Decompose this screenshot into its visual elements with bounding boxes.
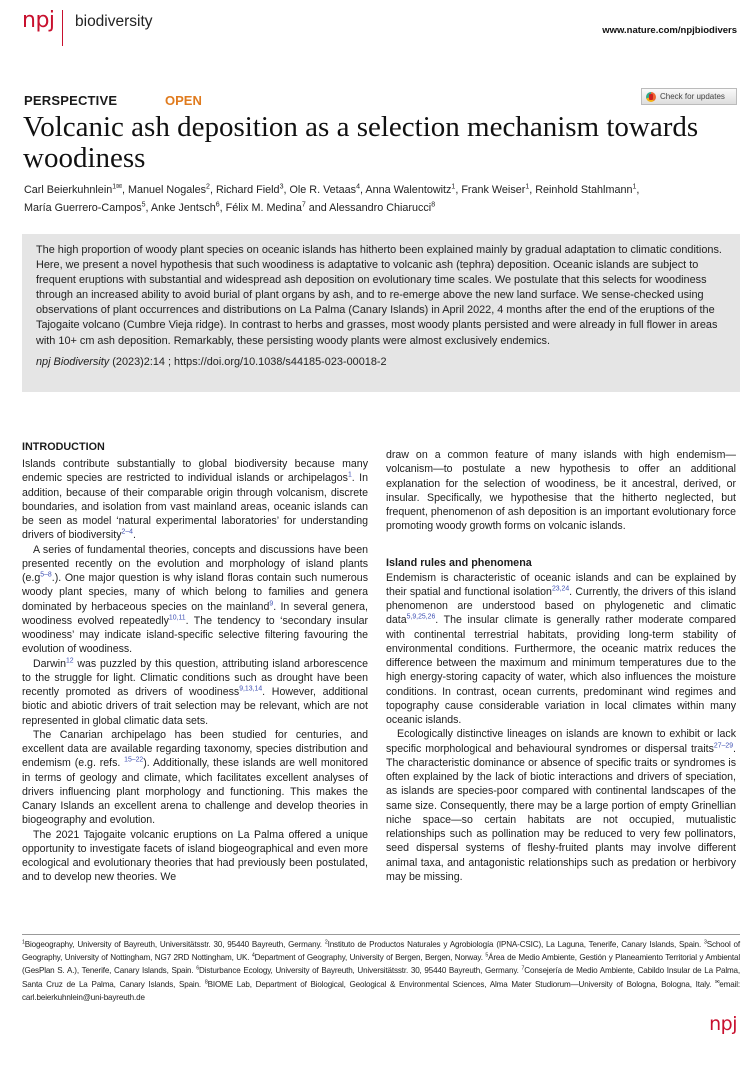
- section-heading-island-rules: Island rules and phenomena: [386, 556, 532, 569]
- superscript: 6: [196, 965, 200, 972]
- abstract-text: The high proportion of woody plant species on oceanic islands has hitherto been explained mainly by gradual adaptation to climatic conditions. Here, we present a novel hypothesis that such woodiness is adaptative to volcanic ash (tephra) deposition. Oceanic islands are subject to frequent eruptions with substantial and widespread ash deposition on evolutionary time scales. We postulate that this selects for woodiness through an increased ability to avoid burial of plant organs by ash, and to re-emerge above the new land surface. We sense-checked using observations of plant occurrences and distributions on La Palma (Canary Islands) in April 2022, 4 months after the end of the eruptions of the Tajogaite volcano (Cumbre Vieja ridge). In contrast to herbs and grasses, most woody plants persisted and were already in full flower in areas with 10+ cm ash deposition. Remarkably, these persisting woody plants were almost exclusively endemics.: [36, 244, 722, 347]
- text-run: . The characteristic dominance or absence of specific traits or syndromes is often explained by the lack of biotic interactions and drivers of speciation, as islands are species-poor compared with continental landscapes of the same size. Consequently, there may be a large portion of empty Grinellian niche space—so certain habitats are not occupied, mutualistic relationships such as pollination may be reduced to very few pollinators, seed dispersal systems of fleshy-fruited plants may involve different animal taxa, and antagonistic relationships such as predation or herbivory may be missing.: [386, 742, 736, 883]
- text-run: Endemism is characteristic of oceanic islands and can be explained by their spatial and functional isolation: [386, 571, 736, 598]
- superscript: 3: [279, 183, 284, 191]
- journal-name: biodiversity: [75, 13, 153, 30]
- citation-doi[interactable]: (2023)2:14 ; https://doi.org/10.1038/s44185-023-00018-2: [109, 355, 387, 368]
- paragraph: [22, 657, 368, 728]
- text-run: , Richard Field: [209, 184, 280, 196]
- superscript: 4: [356, 183, 360, 191]
- superscript: 1: [22, 939, 25, 946]
- reference-link[interactable]: 5–8: [40, 571, 52, 579]
- logo-divider: [62, 10, 63, 46]
- article-type: PERSPECTIVE: [24, 93, 118, 108]
- superscript: 7: [521, 965, 525, 972]
- paragraph: [22, 728, 368, 828]
- text-run: . However, additional biotic and abiotic drivers of trait selection may be relevant, which are not represented in global climatic data sets.: [22, 686, 369, 727]
- journal-url-link[interactable]: www.nature.com/npjbiodivers: [602, 25, 737, 36]
- paragraph: [386, 571, 736, 728]
- right-column: [386, 448, 736, 884]
- reference-link[interactable]: 9: [269, 599, 274, 607]
- text-run: Área de Medio Ambiente, Gestión y Planeamiento Territorial y Ambiental (GesPlan S. A.), Tenerife, Canary Islands, Spain.: [22, 953, 740, 976]
- reference-link[interactable]: 2–4: [121, 528, 133, 536]
- paragraph: [22, 543, 368, 657]
- check-for-updates-label: Check for updates: [660, 92, 725, 101]
- paragraph: [22, 828, 368, 885]
- superscript: 2: [206, 183, 210, 191]
- superscript: 8: [204, 978, 208, 985]
- reference-link[interactable]: 1: [347, 471, 352, 479]
- text-run: María Guerrero-Campos: [24, 202, 142, 214]
- text-run: , Ole R. Vetaas: [283, 184, 357, 196]
- text-run: Carl Beierkuhnlein: [24, 184, 113, 196]
- superscript: 3: [703, 939, 707, 946]
- superscript: 2: [324, 939, 328, 946]
- text-run: Ecologically distinctive lineages on islands are known to exhibit or lack specific morphological and behavioural syndromes or dispersal traits: [386, 728, 736, 755]
- author-list: [24, 181, 744, 217]
- paragraph: [22, 457, 368, 543]
- author-line: [24, 181, 744, 199]
- text-run: School of Geography, University of Nottingham, NG7 2RD Nottingham, UK.: [22, 940, 740, 963]
- abstract-box: [22, 234, 740, 392]
- text-run: Disturbance Ecology, University of Bayreuth, Universitätsstr. 30, 95440 Bayreuth, Germany.: [199, 966, 522, 976]
- reference-link[interactable]: 27–29: [713, 741, 734, 749]
- text-run: , Félix M. Medina: [219, 202, 302, 214]
- text-run: Islands contribute substantially to global biodiversity because many endemic species are restricted to individual islands or archipelagos: [22, 458, 368, 485]
- superscript: 4: [251, 952, 255, 959]
- paragraph: [386, 727, 736, 884]
- citation-journal: npj Biodiversity: [36, 355, 110, 368]
- text-run: . In several genera, woodiness evolved repeatedly: [22, 600, 368, 627]
- text-run: Department of Geography, University of Bergen, Bergen, Norway.: [254, 953, 486, 963]
- text-run: BIOME Lab, Department of Biological, Geological & Environmental Sciences, Alma Mater Studiorum—University of Bologna, Bologna, Italy.: [207, 979, 716, 989]
- text-run: Darwin: [33, 657, 66, 670]
- text-run: , Anna Walentowitz: [360, 184, 452, 196]
- text-run: . Currently, the drivers of this island phenomenon are understood based on phylogenetic and climatic data: [386, 585, 736, 627]
- crossmark-icon: [646, 92, 656, 102]
- reference-link[interactable]: 23,24: [551, 585, 570, 593]
- text-run: .). One major question is why island floras contain such numerous woody plant species, many of which belong to families and genera dominated by herbaceous species on the mainland: [22, 572, 368, 613]
- text-run: Instituto de Productos Naturales y Agrobiología (IPNA-CSIC), La Laguna, Tenerife, Canary Islands, Spain.: [327, 940, 704, 949]
- text-run: . The tendency to ‘secondary insular woodiness’ may indicate island-specific selective filtering favouring the evolution of woodiness.: [22, 614, 368, 656]
- text-run: , Anke Jentsch: [145, 202, 216, 214]
- text-run: and Alessandro Chiarucci: [305, 202, 432, 214]
- reference-link[interactable]: 12: [65, 656, 74, 664]
- open-access-label: OPEN: [165, 93, 202, 108]
- reference-link[interactable]: 9,13,14: [239, 685, 263, 693]
- text-run: was puzzled by this question, attributing island arborescence to the struggle for light. Climatic conditions such as drought have been recently promoted as drivers of woodiness: [22, 657, 368, 698]
- superscript: 8: [431, 201, 436, 209]
- superscript: 5: [141, 201, 146, 209]
- affiliations-footnote: [22, 938, 740, 1004]
- text-run: , Reinhold Stahlmann: [529, 184, 633, 196]
- text-run: , Manuel Nogales: [122, 184, 207, 196]
- text-run: . In addition, because of their comparable origin through volcanism, discrete boundaries, and isolation from vast mainland areas, oceanic islands can be seen as model ‘natural experimental laboratories’ for understanding drivers of biodiversity: [22, 472, 368, 542]
- superscript: 5: [485, 952, 489, 959]
- superscript: 1: [525, 183, 530, 191]
- text-run: The 2021 Tajogaite volcanic eruptions on La Palma offered a unique opportunity to investigate facets of island biogeographical and even more ecological and evolutionary theories that had previously been postulated, and to develop new theories. We: [22, 828, 368, 884]
- superscript: 1✉: [112, 183, 123, 191]
- text-run: Consejería de Medio Ambiente, Cabildo Insular de La Palma, Santa Cruz de La Palma, Canary Islands, Spain.: [22, 966, 741, 989]
- text-run: email: carl.beierkuhnlein@uni-bayreuth.de: [22, 979, 740, 1002]
- superscript: 1: [451, 183, 456, 191]
- paragraph: [386, 448, 736, 534]
- text-run: , Frank Weiser: [455, 184, 526, 196]
- superscript: 6: [215, 201, 220, 209]
- article-title: Volcanic ash deposition as a selection mechanism towards woodiness: [23, 111, 699, 174]
- reference-link[interactable]: 10,11: [168, 614, 186, 622]
- reference-link[interactable]: 5,9,25,26: [406, 613, 436, 621]
- footer-npj-logo: npj: [709, 1013, 737, 1035]
- npj-logo: npj: [22, 8, 55, 33]
- text-run: . The insular climate is generally rather moderate compared with continental terrestrial habitats, providing long-term stability of environmental conditions. Furthermore, the oceanic matrix reduces the difference between the maximum and minimum temperatures due to the high energy-storing capacity of water, which also influences the moisture conditions. In contrast, ocean currents, predominant wind regimes and topography cause considerable variation in local climates within many oceanic islands.: [386, 614, 736, 726]
- text-run: ,: [636, 184, 640, 196]
- footnote-divider: [22, 934, 740, 935]
- author-line: [24, 199, 744, 217]
- superscript: 7: [301, 201, 306, 209]
- superscript: 1: [632, 183, 637, 191]
- left-column: [22, 440, 368, 885]
- citation: [36, 355, 726, 370]
- text-run: Biogeography, University of Bayreuth, Universitätsstr. 30, 95440 Bayreuth, Germany.: [24, 940, 325, 949]
- text-run: ). Additionally, these islands are well monitored in terms of geology and climate, which facilitates excellent analyses of drivers influencing plant morphology and functioning. This makes the Canary Islands an excellent arena to challenge and develop theories in biogeography and evolution.: [22, 757, 368, 827]
- text-run: draw on a common feature of many islands with high endemism—volcanism—to postulate a new hypothesis to offer an additional explanation for the selection of woodiness, be it ancestral, derived, or insular. Specifically, we hypothesise that the hitherto neglected, but frequent, phenomenon of ash deposition is an important evolutionary force promoting woody growth forms on volcanic islands.: [386, 449, 736, 533]
- reference-link[interactable]: 15–22: [124, 756, 144, 764]
- check-for-updates-button[interactable]: [641, 88, 737, 105]
- text-run: A series of fundamental theories, concepts and discussions have been presented recently on the evolution and morphology of island plants (e.g: [22, 543, 368, 584]
- superscript: ✉: [715, 978, 720, 985]
- text-run: .: [132, 529, 136, 542]
- text-run: The Canarian archipelago has been studied for centuries, and excellent data are available regarding taxonomy, species distribution and endemism (e.g. refs.: [22, 728, 368, 770]
- section-heading-introduction: INTRODUCTION: [22, 441, 105, 453]
